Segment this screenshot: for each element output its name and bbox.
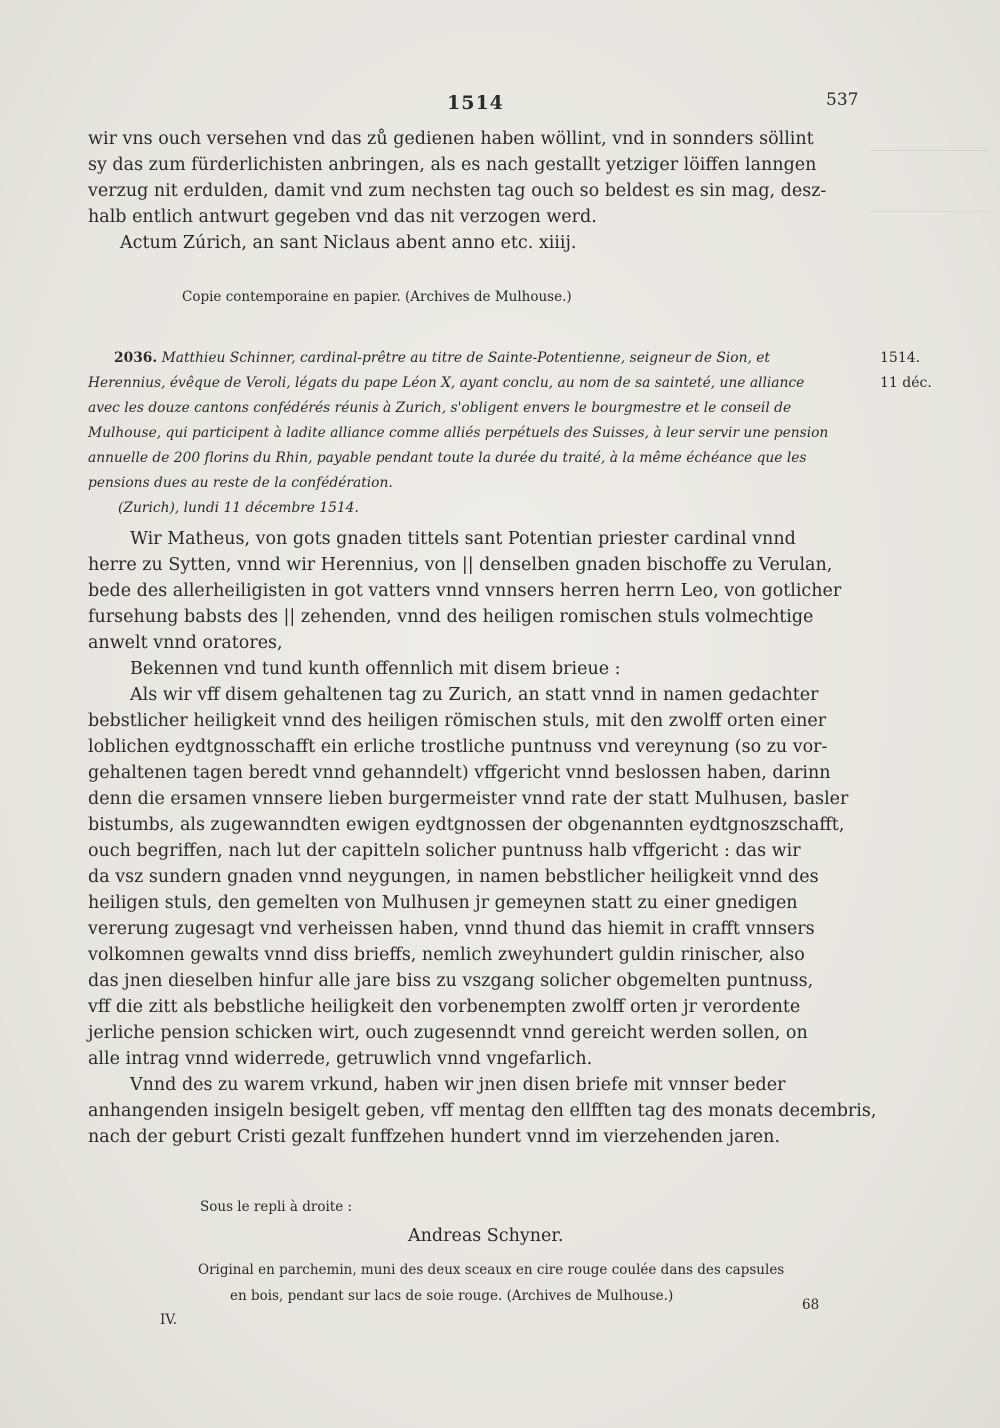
text-line: jerliche pension schicken wirt, ouch zugesenndt vnnd gereicht werden sollen, on [88, 1023, 808, 1043]
text-line: fursehung babsts des || zehenden, vnnd des heiligen romischen stuls volmechtige [88, 607, 814, 627]
text-line: alle intrag vnnd widerrede, getruwlich vnnd vngefarlich. [88, 1049, 593, 1069]
text-line: ouch begriffen, nach lut der capitteln solicher puntnuss halb vffgericht : das wir [88, 841, 801, 861]
text-line: halb entlich antwurt gegeben vnd das nit verzogen werd. [88, 207, 597, 227]
text-line: bede des allerheiligisten in got vatters vnnd vnnsers herren herrn Leo, von gotlicher [88, 581, 842, 601]
page-number: 537 [826, 90, 859, 110]
opening-paragraph [88, 126, 856, 256]
text-line: herre zu Sytten, vnnd wir Herennius, von || denselben gnaden bischoffe zu Verulan, [88, 555, 833, 575]
signature: Andreas Schyner. [408, 1226, 564, 1246]
summary-line: avec les douze cantons confédérés réunis à Zurich, s'obligent envers le bourgmestre et le conseil de [88, 400, 792, 416]
source-note-line: Original en parchemin, muni des deux sceaux en cire rouge coulée dans des capsules [198, 1262, 785, 1278]
text-line: Bekennen vnd tund kunth offennlich mit disem brieue : [130, 659, 621, 679]
text-line: das jnen dieselben hinfur alle jare biss zu vszgang solicher obgemelten puntnuss, [88, 971, 814, 991]
text-line: vererung zugesagt vnd verheissen haben, vnnd thund das hiemit in crafft vnnsers [88, 919, 815, 939]
repli-note: Sous le repli à droite : [200, 1199, 353, 1215]
text-line: vff die zitt als bebstliche heiligkeit den vorbenempten zwolff orten jr verordente [88, 997, 801, 1017]
actum-line: Actum Zúrich, an sant Niclaus abent anno etc. xiiij. [120, 233, 577, 253]
sheet-number: 68 [802, 1297, 820, 1313]
text-line: anhangenden insigeln besigelt geben, vff mentag den ellfften tag des monats decembris, [88, 1101, 877, 1121]
document-summary [88, 346, 868, 521]
summary-line: Matthieu Schinner, cardinal-prêtre au titre de Sainte-Potentienne, seigneur de Sion, et [161, 350, 770, 366]
signature-mark: IV. [160, 1312, 178, 1328]
margin-year: 1514. [880, 350, 921, 366]
text-line: bistumbs, als zugewanndten ewigen eydtgnossen der obgenannten eydtgnoszschafft, [88, 815, 845, 835]
charter-text [88, 526, 877, 1150]
summary-line: Mulhouse, qui participent à ladite alliance comme alliés perpétuels des Suisses, à leur servir une pension [88, 425, 829, 441]
text-line: loblichen eydtgnosschafft ein erliche trostliche puntnuss vnd vereynung (so zu vor- [88, 737, 828, 757]
text-line: Als wir vff disem gehaltenen tag zu Zurich, an statt vnnd in namen gedachter [130, 685, 819, 705]
source-note-line: en bois, pendant sur lacs de soie rouge. (Archives de Mulhouse.) [230, 1288, 674, 1304]
text-line: denn die ersamen vnnsere lieben burgermeister vnnd rate der statt Mulhusen, basler [88, 789, 849, 809]
source-note: Copie contemporaine en papier. (Archives de Mulhouse.) [182, 289, 572, 305]
text-line: da vsz sundern gnaden vnnd neygungen, in namen bebstlicher heiligkeit vnnd des [88, 867, 819, 887]
document-number: 2036. [114, 350, 158, 366]
show-through-texture [870, 150, 990, 212]
text-line: sy das zum fürderlichisten anbringen, als es nach gestallt yetziger löiffen lanngen [88, 155, 817, 175]
margin-date: 11 déc. [880, 375, 932, 391]
place-date: (Zurich), lundi 11 décembre 1514. [118, 500, 359, 516]
text-line: verzug nit erdulden, damit vnd zum nechsten tag ouch so beldest es sin mag, desz- [88, 181, 827, 201]
running-header-year: 1514 [447, 92, 504, 114]
text-line: wir vns ouch versehen vnd das zů gedienen haben wöllint, vnd in sonnders söllint [88, 129, 814, 149]
text-line: nach der geburt Cristi gezalt funffzehen hundert vnnd im vierzehenden jaren. [88, 1127, 781, 1147]
text-line: bebstlicher heiligkeit vnnd des heiligen römischen stuls, mit den zwolff orten einer [88, 711, 827, 731]
text-line: anwelt vnnd oratores, [88, 633, 283, 653]
summary-line: pensions dues au reste de la confédération. [88, 475, 393, 491]
text-line: heiligen stuls, den gemelten von Mulhusen jr gemeynen statt zu einer gnedigen [88, 893, 798, 913]
text-line: gehaltenen tagen beredt vnnd gehanndelt) vffgericht vnnd beslossen haben, darinn [88, 763, 831, 783]
summary-line: Herennius, évêque de Veroli, légats du pape Léon X, ayant conclu, au nom de sa sainteté, une alliance [88, 375, 805, 391]
text-line: volkomnen gewalts vnnd diss brieffs, nemlich zweyhundert guldin rinischer, also [88, 945, 805, 965]
text-line: Vnnd des zu warem vrkund, haben wir jnen disen briefe mit vnnser beder [130, 1075, 786, 1095]
text-line: Wir Matheus, von gots gnaden tittels sant Potentian priester cardinal vnnd [130, 529, 796, 549]
summary-line: annuelle de 200 florins du Rhin, payable pendant toute la durée du traité, à la même échéance que les [88, 450, 807, 466]
